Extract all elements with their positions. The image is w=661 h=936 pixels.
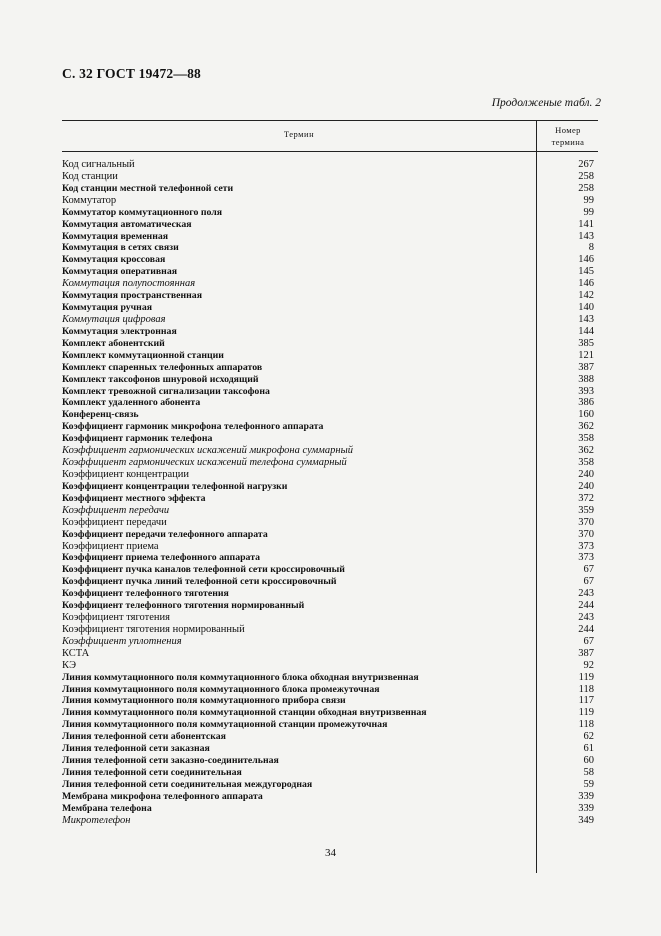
table-row [62, 159, 598, 171]
column-header-term: Термин [283, 129, 315, 139]
term-cell: Линия коммутационного поля коммутационного блока обходная внутризвенная [62, 671, 419, 683]
term-cell: Линия коммутационного поля коммутационного прибора связи [62, 695, 346, 707]
table-row [62, 374, 598, 386]
table-row [62, 445, 598, 457]
term-number-cell: 349 [578, 814, 594, 826]
table-row [62, 457, 598, 469]
term-number-cell: 119 [578, 671, 594, 683]
term-number-cell: 61 [583, 743, 594, 755]
term-cell: Линия телефонной сети заказная [62, 743, 210, 755]
term-number-cell: 59 [583, 778, 594, 790]
table-row [62, 755, 598, 767]
term-cell: Код станции местной телефонной сети [62, 182, 234, 194]
table-row [62, 290, 598, 302]
table-row [62, 314, 598, 326]
term-cell: Коэффициент телефонного тяготения нормированный [62, 600, 305, 612]
term-cell: Коммутатор [62, 194, 117, 206]
term-cell: Коэффициент уплотнения [62, 635, 182, 647]
term-number-cell: 243 [578, 612, 594, 624]
term-number-cell: 121 [578, 349, 594, 361]
term-number-cell: 144 [578, 325, 594, 337]
term-number-cell: 141 [578, 218, 594, 230]
term-number-cell: 258 [578, 170, 594, 182]
table-row [62, 576, 598, 588]
table-row [62, 219, 598, 231]
term-cell: Коммутация кроссовая [62, 254, 166, 266]
term-cell: Комплект тревожной сигнализации таксофона [62, 385, 270, 397]
term-cell: Коэффициент пучка каналов телефонной сети кроссировочный [62, 564, 345, 576]
term-cell: Коммутация ручная [62, 302, 153, 314]
table-row [62, 242, 598, 254]
term-cell: Линия телефонной сети заказно-соединительная [62, 755, 279, 767]
term-cell: Коэффициент приема телефонного аппарата [62, 552, 261, 564]
table-header [62, 120, 598, 152]
table-row [62, 600, 598, 612]
table-row [62, 433, 598, 445]
term-number-cell: 373 [578, 552, 594, 564]
term-number-cell: 118 [578, 719, 594, 731]
column-header-number-line2: термина [551, 137, 585, 147]
term-number-cell: 143 [578, 230, 594, 242]
term-cell: КСТА [62, 647, 90, 659]
table-row [62, 207, 598, 219]
table-row [62, 564, 598, 576]
term-cell: Комплект абонентский [62, 337, 165, 349]
table-row [62, 302, 598, 314]
column-header-number-line1: Номер [555, 125, 581, 135]
table-row [62, 612, 598, 624]
table-row [62, 171, 598, 183]
table-row [62, 636, 598, 648]
table-row [62, 815, 598, 827]
page-number: 34 [325, 847, 336, 859]
term-number-cell: 160 [578, 409, 594, 421]
term-cell: Коммутация цифровая [62, 313, 166, 325]
table-row [62, 672, 598, 684]
term-number-cell: 393 [578, 385, 594, 397]
term-number-cell: 243 [578, 588, 594, 600]
term-cell: Комплект таксофонов шнуровой исходящий [62, 373, 259, 385]
column-header-number [536, 121, 599, 151]
term-cell: Линия телефонной сети абонентская [62, 731, 226, 743]
term-number-cell: 358 [578, 433, 594, 445]
term-cell: Код сигнальный [62, 159, 135, 170]
table-row [62, 648, 598, 660]
term-number-cell: 359 [578, 504, 594, 516]
table-row [62, 505, 598, 517]
term-number-cell: 362 [578, 421, 594, 433]
term-cell: Линия коммутационного поля коммутационного блока промежуточная [62, 683, 380, 695]
term-number-cell: 373 [578, 540, 594, 552]
term-number-cell: 267 [578, 159, 594, 170]
term-number-cell: 143 [578, 313, 594, 325]
term-number-cell: 62 [583, 731, 594, 743]
term-number-cell: 67 [583, 576, 594, 588]
term-number-cell: 240 [578, 468, 594, 480]
term-number-cell: 244 [578, 623, 594, 635]
table-row [62, 624, 598, 636]
table-row [62, 695, 598, 707]
term-number-cell: 146 [578, 254, 594, 266]
term-number-cell: 119 [578, 707, 594, 719]
table-row [62, 350, 598, 362]
table-body [62, 152, 598, 827]
term-number-cell: 388 [578, 373, 594, 385]
term-number-cell: 362 [578, 445, 594, 457]
term-cell: Коэффициент телефонного тяготения [62, 588, 229, 600]
term-cell: Коммутация в сетях связи [62, 242, 179, 254]
table-row [62, 278, 598, 290]
term-cell: Коэффициент пучка линий телефонной сети кроссировочный [62, 576, 337, 588]
term-number-cell: 370 [578, 516, 594, 528]
table-row [62, 541, 598, 553]
column-divider [536, 152, 537, 873]
term-cell: Комплект коммутационной станции [62, 349, 224, 361]
term-cell: Мембрана телефона [62, 802, 152, 814]
term-cell: Коммутация электронная [62, 325, 177, 337]
term-number-cell: 358 [578, 457, 594, 469]
term-cell: Комплект спаренных телефонных аппаратов [62, 361, 263, 373]
term-cell: Линия телефонной сети соединительная [62, 767, 242, 779]
term-number-cell: 142 [578, 290, 594, 302]
term-cell: Коэффициент гармонических искажений микрофона суммарный [62, 445, 353, 457]
table-row [62, 767, 598, 779]
term-number-cell: 339 [578, 802, 594, 814]
table-row [62, 684, 598, 696]
term-cell: Коэффициент приема [62, 540, 159, 552]
term-cell: Коммутация автоматическая [62, 218, 192, 230]
term-number-cell: 8 [588, 242, 594, 254]
term-number-cell: 145 [578, 266, 594, 278]
table-row [62, 779, 598, 791]
term-number-cell: 99 [583, 206, 594, 218]
term-cell: Мембрана микрофона телефонного аппарата [62, 790, 263, 802]
term-cell: Коэффициент тяготения [62, 612, 170, 624]
terms-table [62, 120, 598, 827]
table-row [62, 386, 598, 398]
term-cell: Коэффициент тяготения нормированный [62, 623, 245, 635]
term-number-cell: 258 [578, 182, 594, 194]
term-cell: Микротелефон [62, 814, 131, 826]
term-cell: Линия коммутационного поля коммутационной станции промежуточная [62, 719, 388, 731]
term-cell: Коммутация полупостоянная [62, 278, 196, 290]
term-cell: Линия телефонной сети соединительная междугородная [62, 778, 313, 790]
table-row [62, 326, 598, 338]
term-cell: Коэффициент передачи телефонного аппарата [62, 528, 268, 540]
table-row [62, 397, 598, 409]
term-cell: Коммутация оперативная [62, 266, 178, 278]
table-row [62, 409, 598, 421]
table-row [62, 743, 598, 755]
table-row [62, 338, 598, 350]
term-cell: Коммутация пространственная [62, 290, 202, 302]
term-number-cell: 387 [578, 647, 594, 659]
term-cell: Коэффициент передачи [62, 516, 167, 528]
term-cell: Коэффициент гармоник микрофона телефонного аппарата [62, 421, 324, 433]
term-cell: Коммутация временная [62, 230, 169, 242]
term-number-cell: 385 [578, 337, 594, 349]
table-row [62, 517, 598, 529]
table-row [62, 266, 598, 278]
table-row [62, 231, 598, 243]
table-row [62, 493, 598, 505]
term-cell: КЭ [62, 659, 77, 671]
term-cell: Коэффициент концентрации телефонной нагрузки [62, 480, 288, 492]
table-row [62, 254, 598, 266]
term-cell: Код станции [62, 170, 118, 182]
term-cell: Коэффициент гармонических искажений телефона суммарный [62, 457, 347, 469]
term-cell: Коэффициент передачи [62, 504, 170, 516]
table-row [62, 731, 598, 743]
term-number-cell: 370 [578, 528, 594, 540]
term-cell: Коэффициент концентрации [62, 468, 190, 480]
table-row [62, 791, 598, 803]
table-row [62, 719, 598, 731]
term-number-cell: 146 [578, 278, 594, 290]
term-number-cell: 117 [578, 695, 594, 707]
table-row [62, 362, 598, 374]
table-row [62, 803, 598, 815]
term-number-cell: 67 [583, 635, 594, 647]
term-number-cell: 240 [578, 480, 594, 492]
term-number-cell: 58 [583, 767, 594, 779]
term-cell: Коэффициент местного эффекта [62, 492, 206, 504]
table-row [62, 195, 598, 207]
table-row [62, 529, 598, 541]
term-number-cell: 386 [578, 397, 594, 409]
term-number-cell: 372 [578, 492, 594, 504]
table-row [62, 421, 598, 433]
term-number-cell: 339 [578, 790, 594, 802]
table-row [62, 469, 598, 481]
table-row [62, 660, 598, 672]
term-number-cell: 244 [578, 600, 594, 612]
term-number-cell: 60 [583, 755, 594, 767]
term-cell: Линия коммутационного поля коммутационной станции обходная внутризвенная [62, 707, 427, 719]
table-row [62, 183, 598, 195]
table-row [62, 707, 598, 719]
page-header: С. 32 ГОСТ 19472—88 [62, 66, 201, 81]
term-number-cell: 67 [583, 564, 594, 576]
term-number-cell: 387 [578, 361, 594, 373]
table-row [62, 588, 598, 600]
term-number-cell: 92 [583, 659, 594, 671]
term-cell: Конференц-связь [62, 409, 139, 421]
term-number-cell: 99 [583, 194, 594, 206]
table-caption: Продолженые табл. 2 [491, 97, 601, 109]
term-cell: Комплект удаленного абонента [62, 397, 201, 409]
table-row [62, 552, 598, 564]
table-row [62, 481, 598, 493]
term-cell: Коэффициент гармоник телефона [62, 433, 213, 445]
term-cell: Коммутатор коммутационного поля [62, 206, 223, 218]
term-number-cell: 140 [578, 302, 594, 314]
term-number-cell: 118 [578, 683, 594, 695]
